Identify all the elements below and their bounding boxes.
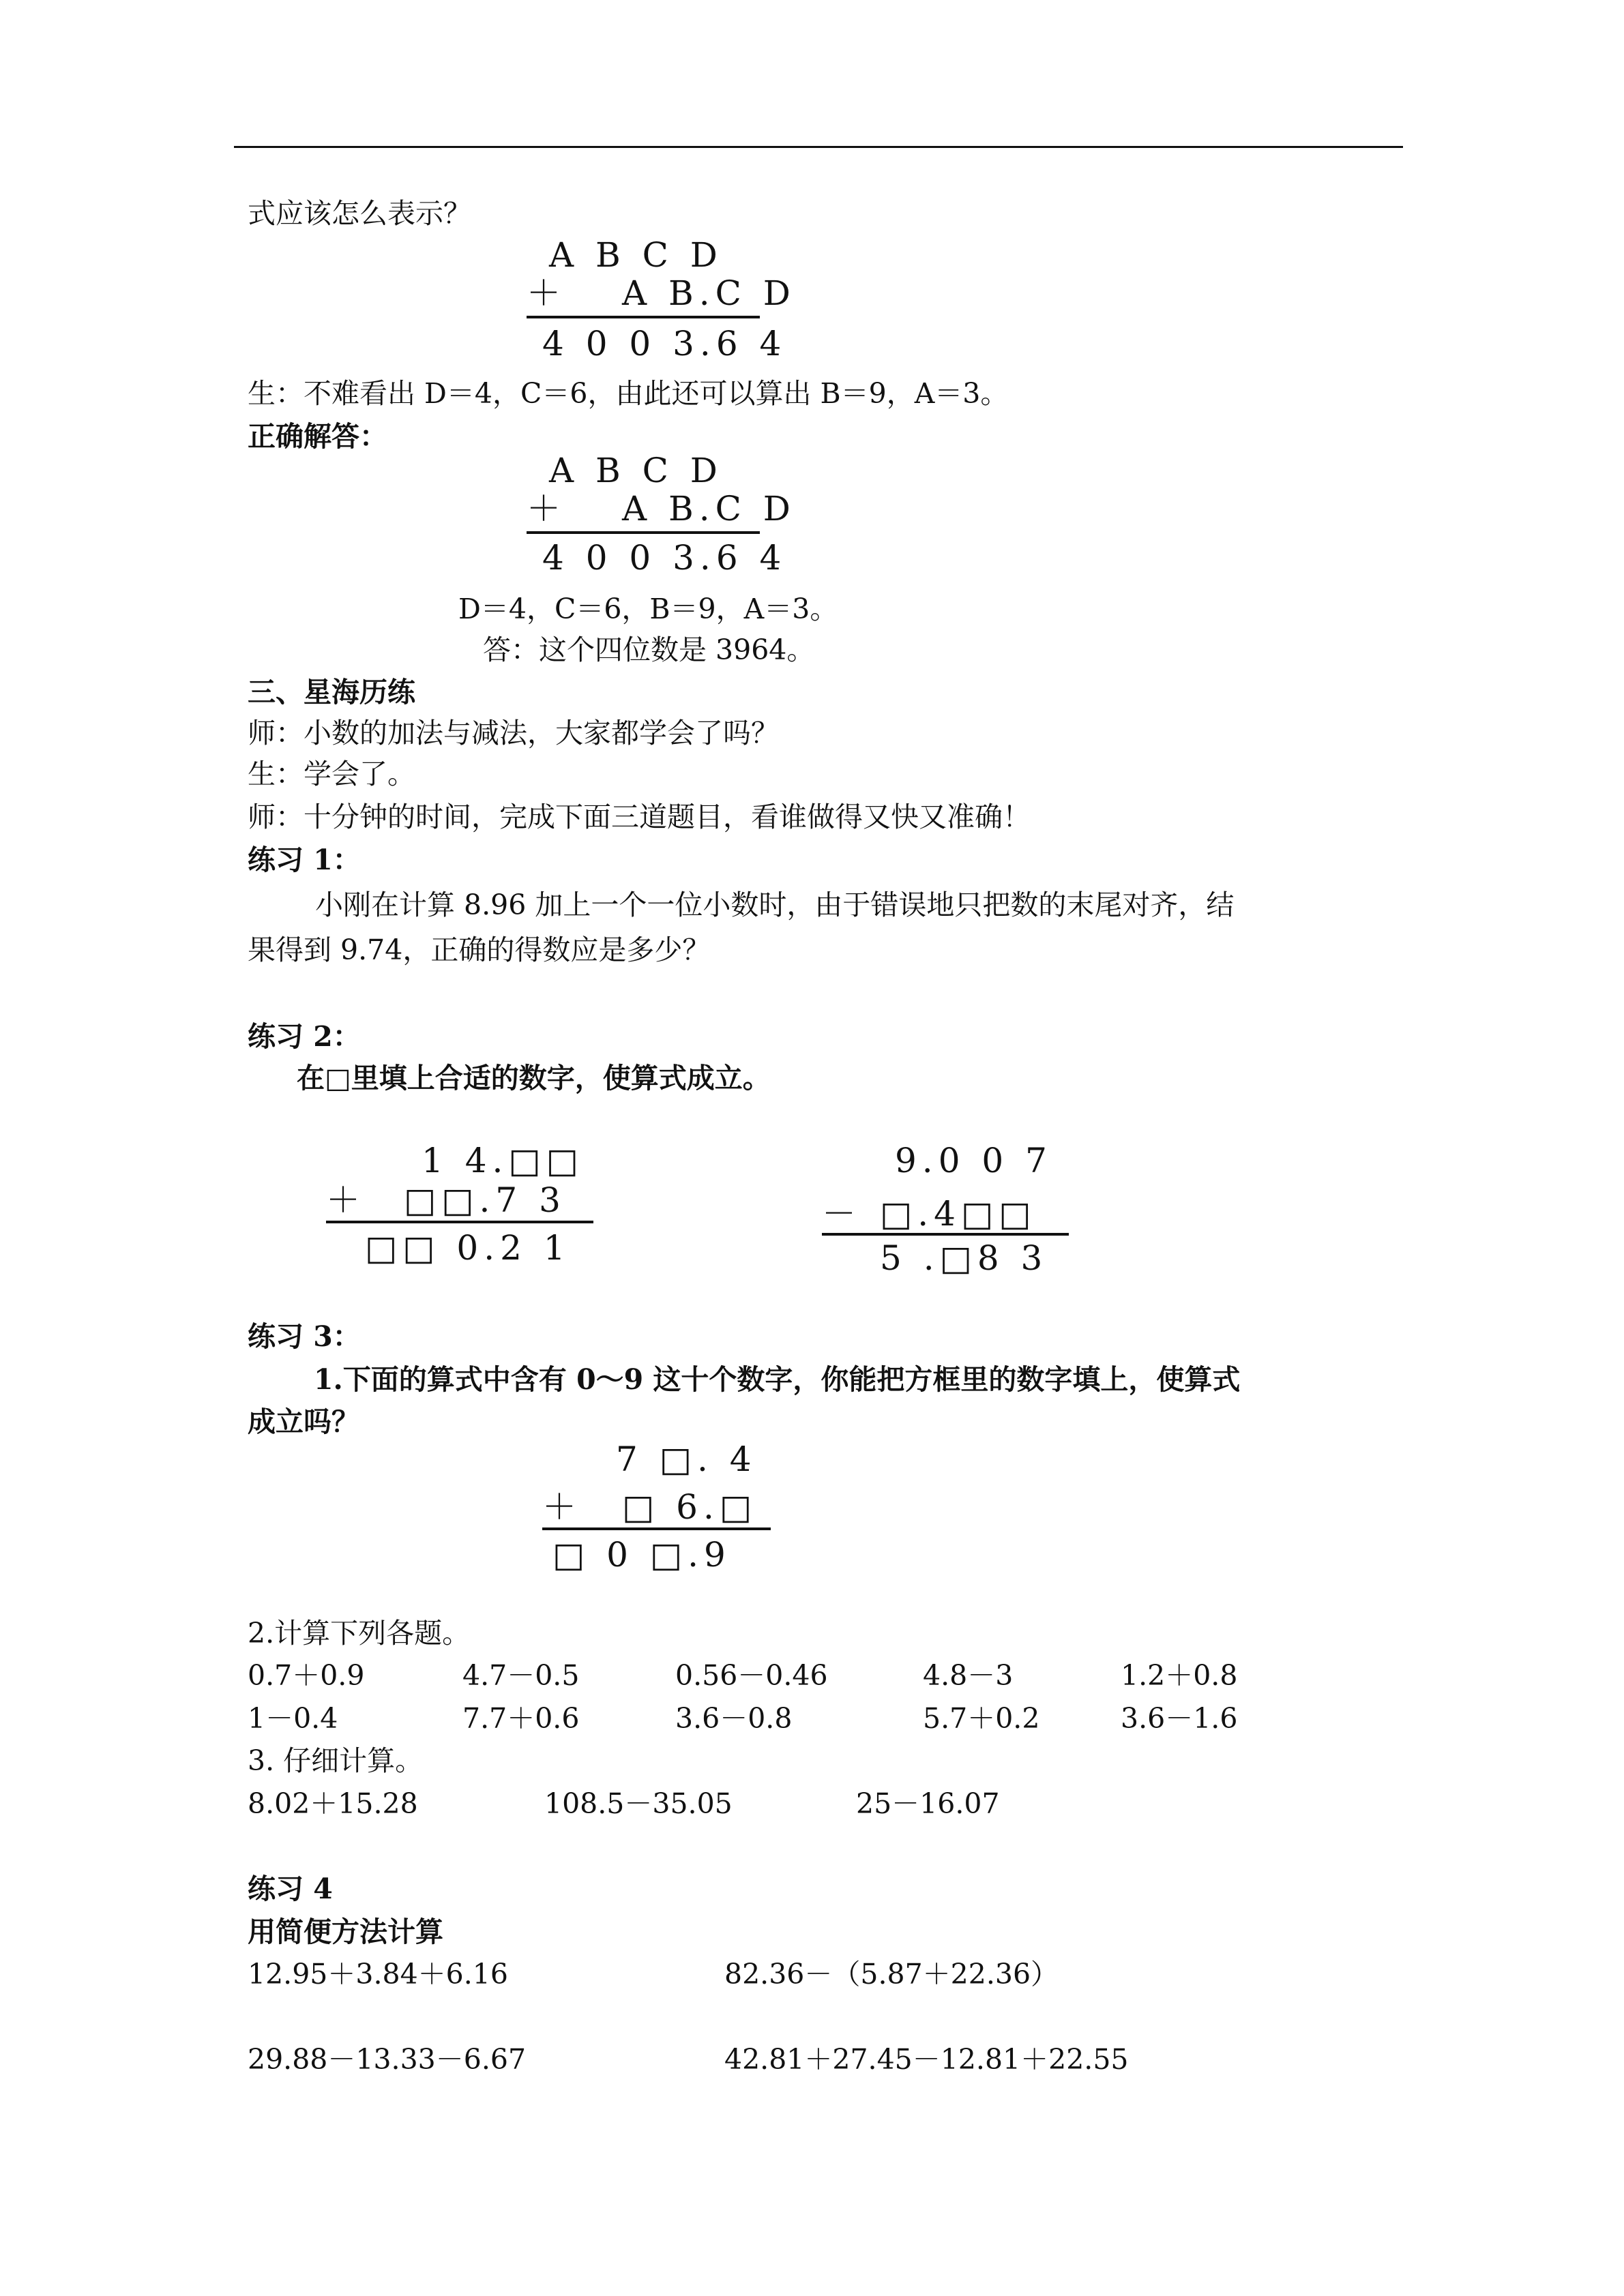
student-answer: 生：不难看出 D＝4，C＝6，由此还可以算出 B＝9，A＝3。 bbox=[248, 377, 1009, 410]
ex4-subtitle: 用简便方法计算 bbox=[248, 1915, 443, 1948]
calc-item: 7.7＋0.6 bbox=[462, 1702, 580, 1735]
ex2-left-addend: □□.7 3 bbox=[404, 1180, 566, 1220]
ex3-q2-title: 2.计算下列各题。 bbox=[248, 1617, 471, 1650]
eq2-top: A B C D bbox=[549, 451, 723, 490]
eq2-addend: A B.C D bbox=[622, 489, 796, 528]
ex3-q1-line-2: 成立吗？ bbox=[248, 1405, 359, 1438]
ex2-right-subtrahend: □.4□□ bbox=[880, 1194, 1037, 1234]
ex1-line-1: 小刚在计算 8.96 加上一个一位小数时，由于错误地只把数的末尾对齐，结 bbox=[315, 889, 1235, 921]
ex2-left-line bbox=[326, 1221, 593, 1223]
ex1-line-2: 果得到 9.74，正确的得数应是多少？ bbox=[248, 934, 711, 966]
correct-heading: 正确解答： bbox=[248, 420, 387, 453]
calc-item: 0.7＋0.9 bbox=[248, 1659, 365, 1692]
dialogue-line-2: 生：学会了。 bbox=[248, 758, 415, 790]
calc-item: 82.36－（5.87＋22.36） bbox=[724, 1958, 1059, 1991]
calc-item: 1－0.4 bbox=[248, 1702, 338, 1735]
eq1-result: 4 0 0 3.6 4 bbox=[542, 324, 787, 363]
dialogue-line-1: 师：小数的加法与减法，大家都学会了吗？ bbox=[248, 717, 779, 749]
ex3-q3-title: 3. 仔细计算。 bbox=[248, 1744, 424, 1777]
calc-item: 1.2＋0.8 bbox=[1121, 1659, 1238, 1692]
eq1-line bbox=[527, 316, 760, 318]
header-rule bbox=[234, 146, 1403, 148]
ex2-right-top: 9.0 0 7 bbox=[895, 1141, 1052, 1180]
eq1-op: ＋ bbox=[527, 273, 566, 313]
eq1-top: A B C D bbox=[549, 235, 723, 275]
calc-item: 4.8－3 bbox=[923, 1659, 1014, 1692]
calc-item: 5.7＋0.2 bbox=[923, 1702, 1040, 1735]
section3-heading: 三、星海历练 bbox=[248, 676, 415, 709]
eq2-line bbox=[527, 531, 760, 534]
ex3-eq-line bbox=[542, 1527, 771, 1530]
calc-item: 3.6－0.8 bbox=[675, 1702, 793, 1735]
calc-item: 12.95＋3.84＋6.16 bbox=[248, 1958, 508, 1991]
ex4-title: 练习 4 bbox=[248, 1873, 333, 1905]
ex2-left-top: 1 4.□□ bbox=[422, 1141, 584, 1180]
ex3-q1-line-1: 1.下面的算式中含有 0～9 这十个数字，你能把方框里的数字填上，使算式 bbox=[314, 1363, 1241, 1396]
calc-item: 42.81＋27.45－12.81＋22.55 bbox=[724, 2043, 1129, 2076]
ex3-eq-addend: □ 6.□ bbox=[622, 1487, 758, 1527]
calc-item: 108.5－35.05 bbox=[544, 1787, 733, 1820]
calc-item: 29.88－13.33－6.67 bbox=[248, 2043, 527, 2076]
solution-answer: 答：这个四位数是 3964。 bbox=[483, 633, 815, 666]
ex2-right-op: － bbox=[822, 1194, 861, 1234]
eq2-op: ＋ bbox=[527, 489, 566, 528]
ex2-right-line bbox=[822, 1233, 1069, 1236]
ex2-left-op: ＋ bbox=[326, 1180, 366, 1220]
ex3-eq-op: ＋ bbox=[542, 1487, 582, 1527]
calc-item: 3.6－1.6 bbox=[1121, 1702, 1238, 1735]
ex2-left-result: □□ 0.2 1 bbox=[365, 1228, 571, 1268]
ex2-instruction: 在□里填上合适的数字，使算式成立。 bbox=[297, 1062, 771, 1094]
calc-item: 0.56－0.46 bbox=[675, 1659, 828, 1692]
solution-values: D＝4，C＝6，B＝9，A＝3。 bbox=[458, 593, 838, 625]
eq1-addend: A B.C D bbox=[622, 273, 796, 313]
calc-item: 25－16.07 bbox=[856, 1787, 1000, 1820]
ex3-eq-result: □ 0 □.9 bbox=[552, 1535, 731, 1575]
ex3-title: 练习 3： bbox=[248, 1320, 361, 1353]
eq2-result: 4 0 0 3.6 4 bbox=[542, 538, 787, 578]
ex2-title: 练习 2： bbox=[248, 1020, 361, 1053]
ex1-title: 练习 1： bbox=[248, 844, 361, 876]
intro-line: 式应该怎么表示？ bbox=[248, 197, 471, 230]
ex3-eq-top: 7 □. 4 bbox=[616, 1440, 757, 1479]
calc-item: 4.7－0.5 bbox=[462, 1659, 580, 1692]
dialogue-line-3: 师：十分钟的时间，完成下面三道题目，看谁做得又快又准确！ bbox=[248, 801, 1031, 833]
calc-item: 8.02＋15.28 bbox=[248, 1787, 418, 1820]
ex2-right-result: 5 .□8 3 bbox=[880, 1238, 1048, 1278]
